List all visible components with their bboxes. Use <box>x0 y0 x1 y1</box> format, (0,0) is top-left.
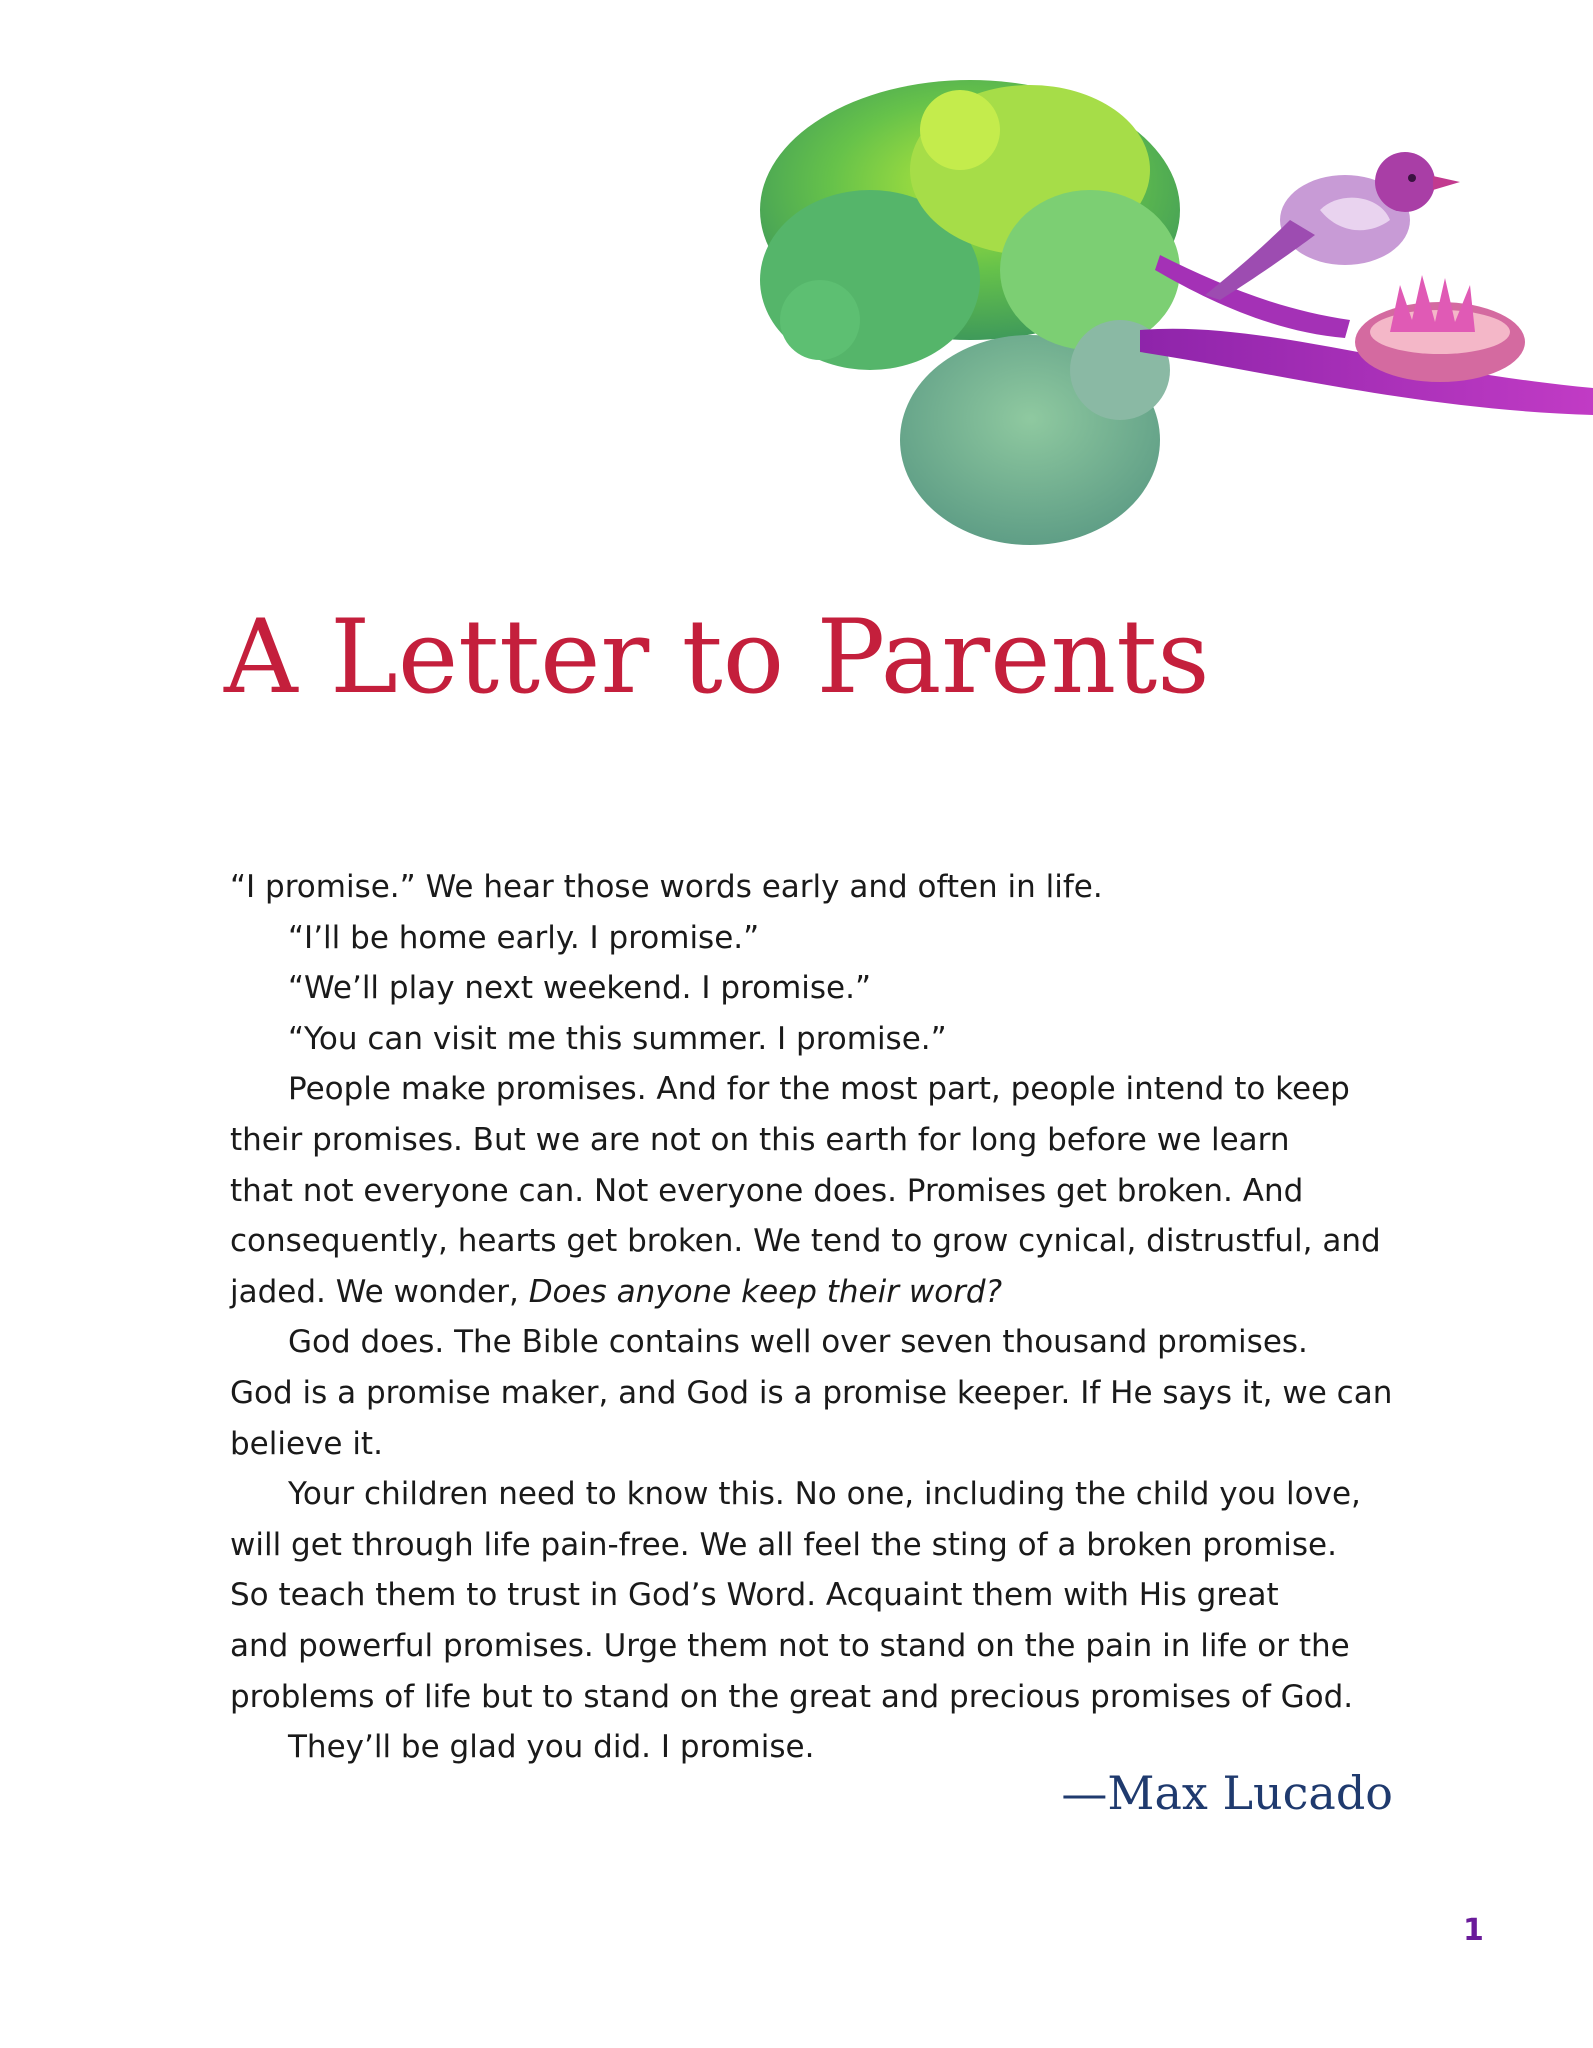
body-line: consequently, hearts get broken. We tend to grow cynical, distrustful, and <box>230 1223 1381 1260</box>
body-line: problems of life but to stand on the great and precious promises of God. <box>230 1678 1354 1715</box>
italic-question: Does anyone keep their word? <box>528 1273 1003 1310</box>
signature: —Max Lucado <box>1061 1766 1393 1820</box>
page-number: 1 <box>1463 1913 1484 1948</box>
body-line: and powerful promises. Urge them not to stand on the pain in life or the <box>230 1627 1350 1664</box>
body-line: “You can visit me this summer. I promise.” <box>288 1020 947 1057</box>
body-line: “We’ll play next weekend. I promise.” <box>288 970 872 1007</box>
body-line: People make promises. And for the most part, people intend to keep <box>288 1071 1350 1108</box>
body-line: their promises. But we are not on this earth for long before we learn <box>230 1121 1290 1158</box>
body-line: God does. The Bible contains well over seven thousand promises. <box>288 1324 1308 1361</box>
body-line: “I promise.” We hear those words early and often in life. <box>230 869 1103 905</box>
body-line: They’ll be glad you did. I promise. <box>288 1729 815 1766</box>
nest <box>1355 275 1525 382</box>
body-line: So teach them to trust in God’s Word. Acquaint them with His great <box>230 1577 1279 1614</box>
body-text: jaded. We wonder, <box>230 1273 519 1310</box>
body-line: Your children need to know this. No one, including the child you love, <box>288 1476 1361 1513</box>
body-line <box>230 1267 1410 1318</box>
tree-canopy <box>760 80 1180 545</box>
body-line: that not everyone can. Not everyone does. Promises get broken. And <box>230 1172 1304 1209</box>
body-line: will get through life pain-free. We all feel the sting of a broken promise. <box>230 1526 1337 1563</box>
body-line: God is a promise maker, and God is a promise keeper. If He says it, we can <box>230 1374 1393 1411</box>
body-line: “I’ll be home early. I promise.” <box>288 919 760 956</box>
body-line: believe it. <box>230 1425 383 1462</box>
letter-body <box>230 862 1410 1773</box>
tree-bird-nest-illustration <box>700 70 1593 580</box>
page-title: A Letter to Parents <box>224 598 1210 717</box>
